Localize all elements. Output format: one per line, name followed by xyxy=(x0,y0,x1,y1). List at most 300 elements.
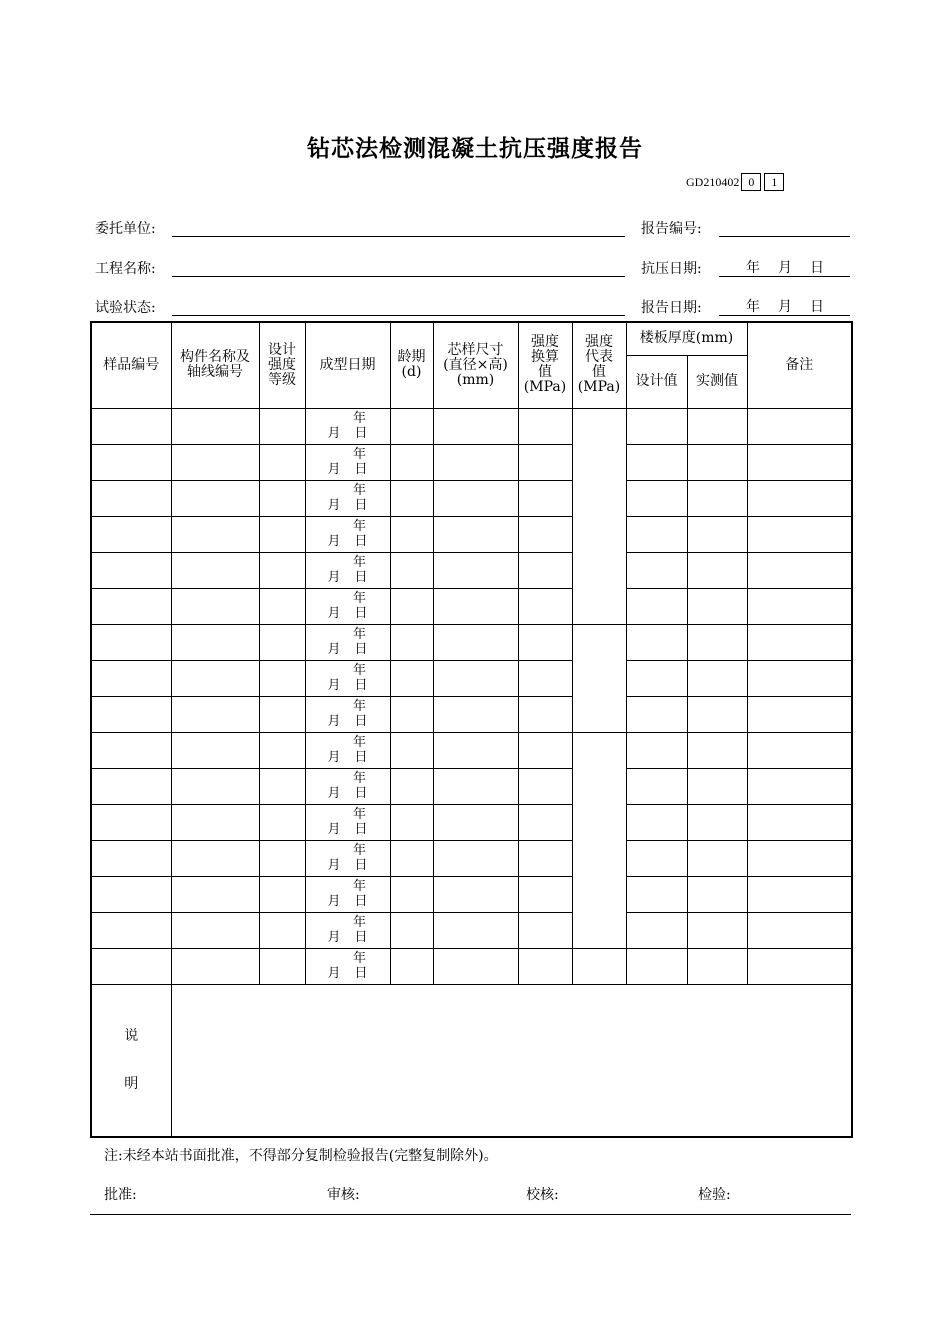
cast-date-month: 月 xyxy=(327,822,341,837)
cast-date-month-day xyxy=(306,858,390,873)
cell-conv-strength[interactable] xyxy=(518,624,572,660)
cell-age[interactable] xyxy=(390,660,433,696)
cast-date-year: 年 xyxy=(352,591,366,606)
cast-date-value xyxy=(306,807,390,837)
cell-remarks[interactable] xyxy=(747,552,852,588)
table-row xyxy=(91,588,852,624)
cast-date-month: 月 xyxy=(327,498,341,513)
cell-remarks[interactable] xyxy=(747,516,852,552)
remarks-content[interactable] xyxy=(171,984,852,1137)
client-label: 委托单位: xyxy=(95,221,156,237)
header-rep-strength-label: 强度代表值 xyxy=(585,334,613,381)
cast-date-value xyxy=(306,447,390,477)
cell-cast-date[interactable] xyxy=(305,624,390,660)
cell-core-size[interactable] xyxy=(433,732,518,768)
cast-date-month-day xyxy=(306,570,390,585)
cell-measured-thickness[interactable] xyxy=(687,840,747,876)
header-cast-date: 成型日期 xyxy=(305,322,390,408)
cell-conv-strength[interactable] xyxy=(518,516,572,552)
test-date-underline xyxy=(719,276,850,277)
header-core-size-label: 芯样尺寸(直径×高) xyxy=(443,341,508,373)
table-row xyxy=(91,552,852,588)
cell-core-size[interactable] xyxy=(433,516,518,552)
cell-design-grade[interactable] xyxy=(259,660,305,696)
cell-member[interactable] xyxy=(171,624,259,660)
cell-member[interactable] xyxy=(171,660,259,696)
header-age-unit: (d) xyxy=(401,364,422,381)
cast-date-month-day xyxy=(306,750,390,765)
remarks-label-1: 说 xyxy=(124,1028,139,1045)
cell-core-size[interactable] xyxy=(433,948,518,984)
report-title: 钻芯法检测混凝土抗压强度报告 xyxy=(307,136,643,162)
table-row xyxy=(91,408,852,444)
test-date-day: 日 xyxy=(810,260,824,276)
cast-date-value xyxy=(306,879,390,909)
cast-date-year: 年 xyxy=(352,411,366,426)
cell-age[interactable] xyxy=(390,948,433,984)
cast-date-day: 日 xyxy=(354,678,368,693)
cell-design-thickness[interactable] xyxy=(626,552,687,588)
test-date-label: 抗压日期: xyxy=(641,261,702,277)
cast-date-month-day xyxy=(306,966,390,981)
cell-cast-date[interactable] xyxy=(305,840,390,876)
header-core-size-unit: (mm) xyxy=(456,371,495,388)
report-date-value[interactable] xyxy=(746,296,824,316)
cast-date-month-day xyxy=(306,462,390,477)
cell-age[interactable] xyxy=(390,840,433,876)
cast-date-month-day xyxy=(306,930,390,945)
cast-date-year: 年 xyxy=(352,843,366,858)
cell-cast-date[interactable] xyxy=(305,696,390,732)
cast-date-value xyxy=(306,663,390,693)
client-field[interactable] xyxy=(172,236,625,237)
cast-date-month: 月 xyxy=(327,894,341,909)
cell-design-thickness[interactable] xyxy=(626,768,687,804)
cast-date-month-day xyxy=(306,498,390,513)
cell-design-grade[interactable] xyxy=(259,912,305,948)
test-state-label: 试验状态: xyxy=(95,300,156,316)
cell-measured-thickness[interactable] xyxy=(687,480,747,516)
cell-rep-strength[interactable] xyxy=(572,408,626,624)
cell-sample-no[interactable] xyxy=(91,516,171,552)
cell-conv-strength[interactable] xyxy=(518,660,572,696)
cell-conv-strength[interactable] xyxy=(518,948,572,984)
cell-conv-strength[interactable] xyxy=(518,588,572,624)
cell-measured-thickness[interactable] xyxy=(687,516,747,552)
cast-date-value xyxy=(306,519,390,549)
cast-date-day: 日 xyxy=(354,966,368,981)
cell-core-size[interactable] xyxy=(433,480,518,516)
cell-conv-strength[interactable] xyxy=(518,768,572,804)
cell-conv-strength[interactable] xyxy=(518,804,572,840)
cell-design-grade[interactable] xyxy=(259,840,305,876)
cast-date-month-day xyxy=(306,642,390,657)
cell-conv-strength[interactable] xyxy=(518,408,572,444)
cast-date-year: 年 xyxy=(352,951,366,966)
form-code-box-1[interactable]: 0 xyxy=(741,173,761,191)
cell-measured-thickness[interactable] xyxy=(687,732,747,768)
cast-date-day: 日 xyxy=(354,894,368,909)
cell-cast-date[interactable] xyxy=(305,408,390,444)
cast-date-value xyxy=(306,915,390,945)
header-conv-strength-label: 强度换算值 xyxy=(531,334,559,381)
cast-date-day: 日 xyxy=(354,750,368,765)
cell-cast-date[interactable] xyxy=(305,768,390,804)
cast-date-day: 日 xyxy=(354,822,368,837)
report-date-underline xyxy=(719,315,850,316)
header-age xyxy=(390,322,433,408)
copy-note: 注:未经本站书面批准，不得部分复制检验报告(完整复制除外)。 xyxy=(104,1148,498,1164)
table-row xyxy=(91,768,852,804)
header-slab-thickness: 楼板厚度(mm) xyxy=(626,322,747,355)
table-row xyxy=(91,804,852,840)
remarks-label-2: 明 xyxy=(124,1076,139,1093)
cast-date-month-day xyxy=(306,606,390,621)
cell-conv-strength[interactable] xyxy=(518,732,572,768)
cast-date-day: 日 xyxy=(354,534,368,549)
cell-remarks[interactable] xyxy=(747,876,852,912)
table-row xyxy=(91,912,852,948)
cell-measured-thickness[interactable] xyxy=(687,876,747,912)
report-no-label: 报告编号: xyxy=(641,221,702,237)
cell-age[interactable] xyxy=(390,732,433,768)
cast-date-month-day xyxy=(306,894,390,909)
cell-design-grade[interactable] xyxy=(259,516,305,552)
cell-member[interactable] xyxy=(171,588,259,624)
cast-date-day: 日 xyxy=(354,426,368,441)
cell-core-size[interactable] xyxy=(433,552,518,588)
cast-date-month: 月 xyxy=(327,426,341,441)
cell-remarks[interactable] xyxy=(747,660,852,696)
cast-date-month: 月 xyxy=(327,462,341,477)
cast-date-month: 月 xyxy=(327,642,341,657)
table-row xyxy=(91,732,852,768)
header-core-size xyxy=(433,322,518,408)
cell-core-size[interactable] xyxy=(433,876,518,912)
cast-date-month: 月 xyxy=(327,678,341,693)
cell-remarks[interactable] xyxy=(747,804,852,840)
cell-remarks[interactable] xyxy=(747,444,852,480)
cell-measured-thickness[interactable] xyxy=(687,444,747,480)
report-date-month: 月 xyxy=(778,299,792,315)
cell-age[interactable] xyxy=(390,804,433,840)
cell-sample-no[interactable] xyxy=(91,588,171,624)
cell-design-thickness[interactable] xyxy=(626,408,687,444)
cell-design-thickness[interactable] xyxy=(626,444,687,480)
cell-remarks[interactable] xyxy=(747,588,852,624)
cast-date-year: 年 xyxy=(352,735,366,750)
cell-sample-no[interactable] xyxy=(91,768,171,804)
cell-core-size[interactable] xyxy=(433,804,518,840)
cell-sample-no[interactable] xyxy=(91,912,171,948)
cell-cast-date[interactable] xyxy=(305,480,390,516)
cell-cast-date[interactable] xyxy=(305,804,390,840)
cell-rep-strength[interactable] xyxy=(572,732,626,948)
cell-design-grade[interactable] xyxy=(259,768,305,804)
cell-design-grade[interactable] xyxy=(259,480,305,516)
cast-date-value xyxy=(306,555,390,585)
cell-measured-thickness[interactable] xyxy=(687,804,747,840)
cell-cast-date[interactable] xyxy=(305,444,390,480)
cell-member[interactable] xyxy=(171,696,259,732)
cell-member[interactable] xyxy=(171,516,259,552)
cell-conv-strength[interactable] xyxy=(518,444,572,480)
table-row xyxy=(91,948,852,984)
header-measured-value: 实测值 xyxy=(687,355,747,408)
cell-cast-date[interactable] xyxy=(305,552,390,588)
cast-date-day: 日 xyxy=(354,714,368,729)
cell-remarks[interactable] xyxy=(747,480,852,516)
cell-measured-thickness[interactable] xyxy=(687,768,747,804)
cast-date-year: 年 xyxy=(352,807,366,822)
cast-date-year: 年 xyxy=(352,699,366,714)
cast-date-year: 年 xyxy=(352,663,366,678)
cast-date-day: 日 xyxy=(354,498,368,513)
test-date-month: 月 xyxy=(778,260,792,276)
cell-sample-no[interactable] xyxy=(91,660,171,696)
cell-conv-strength[interactable] xyxy=(518,876,572,912)
check-label: 校核: xyxy=(526,1187,559,1203)
cell-sample-no[interactable] xyxy=(91,624,171,660)
cell-measured-thickness[interactable] xyxy=(687,696,747,732)
cell-sample-no[interactable] xyxy=(91,948,171,984)
cell-design-thickness[interactable] xyxy=(626,732,687,768)
cell-conv-strength[interactable] xyxy=(518,912,572,948)
cell-remarks[interactable] xyxy=(747,768,852,804)
bottom-divider xyxy=(90,1214,851,1215)
cell-age[interactable] xyxy=(390,444,433,480)
cell-design-grade[interactable] xyxy=(259,444,305,480)
cell-sample-no[interactable] xyxy=(91,408,171,444)
cell-sample-no[interactable] xyxy=(91,552,171,588)
cell-rep-strength[interactable] xyxy=(572,624,626,732)
cast-date-value xyxy=(306,411,390,441)
cell-design-thickness[interactable] xyxy=(626,660,687,696)
cast-date-value xyxy=(306,735,390,765)
cell-design-grade[interactable] xyxy=(259,624,305,660)
cell-design-grade[interactable] xyxy=(259,552,305,588)
cell-sample-no[interactable] xyxy=(91,444,171,480)
cell-member[interactable] xyxy=(171,480,259,516)
cell-core-size[interactable] xyxy=(433,660,518,696)
cell-core-size[interactable] xyxy=(433,912,518,948)
cell-design-thickness[interactable] xyxy=(626,948,687,984)
cast-date-month: 月 xyxy=(327,858,341,873)
cell-member[interactable] xyxy=(171,840,259,876)
inspect-label: 检验: xyxy=(698,1187,731,1203)
cast-date-day: 日 xyxy=(354,786,368,801)
cell-measured-thickness[interactable] xyxy=(687,660,747,696)
cell-remarks[interactable] xyxy=(747,408,852,444)
cell-age[interactable] xyxy=(390,588,433,624)
cast-date-month-day xyxy=(306,714,390,729)
cell-cast-date[interactable] xyxy=(305,912,390,948)
header-design-value: 设计值 xyxy=(626,355,687,408)
cell-cast-date[interactable] xyxy=(305,732,390,768)
cell-measured-thickness[interactable] xyxy=(687,624,747,660)
cell-remarks[interactable] xyxy=(747,912,852,948)
report-date-day: 日 xyxy=(810,299,824,315)
cast-date-year: 年 xyxy=(352,915,366,930)
cell-core-size[interactable] xyxy=(433,624,518,660)
cell-remarks[interactable] xyxy=(747,948,852,984)
cell-design-thickness[interactable] xyxy=(626,516,687,552)
cell-sample-no[interactable] xyxy=(91,480,171,516)
cell-age[interactable] xyxy=(390,624,433,660)
cast-date-value xyxy=(306,483,390,513)
cast-date-month: 月 xyxy=(327,714,341,729)
form-code-box-2[interactable]: 1 xyxy=(764,173,784,191)
cell-member[interactable] xyxy=(171,732,259,768)
cell-conv-strength[interactable] xyxy=(518,552,572,588)
cell-rep-strength[interactable] xyxy=(572,948,626,984)
cast-date-day: 日 xyxy=(354,570,368,585)
cast-date-month: 月 xyxy=(327,966,341,981)
cell-member[interactable] xyxy=(171,444,259,480)
cell-member[interactable] xyxy=(171,912,259,948)
cell-core-size[interactable] xyxy=(433,444,518,480)
cell-conv-strength[interactable] xyxy=(518,840,572,876)
cell-member[interactable] xyxy=(171,408,259,444)
cell-cast-date[interactable] xyxy=(305,588,390,624)
cell-design-thickness[interactable] xyxy=(626,480,687,516)
cell-remarks[interactable] xyxy=(747,840,852,876)
cell-member[interactable] xyxy=(171,552,259,588)
remarks-label xyxy=(91,984,171,1137)
cell-age[interactable] xyxy=(390,552,433,588)
remarks-row xyxy=(91,984,852,1137)
cell-remarks[interactable] xyxy=(747,624,852,660)
table-row xyxy=(91,444,852,480)
project-field[interactable] xyxy=(172,276,625,277)
cell-member[interactable] xyxy=(171,876,259,912)
cast-date-year: 年 xyxy=(352,519,366,534)
cell-design-thickness[interactable] xyxy=(626,804,687,840)
cast-date-value xyxy=(306,627,390,657)
cell-design-grade[interactable] xyxy=(259,804,305,840)
cell-age[interactable] xyxy=(390,696,433,732)
cast-date-year: 年 xyxy=(352,771,366,786)
table-row xyxy=(91,840,852,876)
cell-design-thickness[interactable] xyxy=(626,876,687,912)
cast-date-month: 月 xyxy=(327,786,341,801)
cast-date-month: 月 xyxy=(327,606,341,621)
cell-age[interactable] xyxy=(390,480,433,516)
cast-date-value xyxy=(306,699,390,729)
cell-cast-date[interactable] xyxy=(305,948,390,984)
cell-measured-thickness[interactable] xyxy=(687,552,747,588)
cell-sample-no[interactable] xyxy=(91,876,171,912)
cell-design-grade[interactable] xyxy=(259,696,305,732)
cell-measured-thickness[interactable] xyxy=(687,588,747,624)
table-row xyxy=(91,660,852,696)
report-date-year: 年 xyxy=(746,299,760,315)
header-design-grade: 设计强度等级 xyxy=(259,322,305,408)
cell-core-size[interactable] xyxy=(433,840,518,876)
cast-date-month-day xyxy=(306,534,390,549)
test-state-field[interactable] xyxy=(172,315,625,316)
cell-age[interactable] xyxy=(390,516,433,552)
cell-design-grade[interactable] xyxy=(259,408,305,444)
table-row xyxy=(91,480,852,516)
cell-design-thickness[interactable] xyxy=(626,588,687,624)
cast-date-month-day xyxy=(306,786,390,801)
cell-age[interactable] xyxy=(390,768,433,804)
approve-label: 批准: xyxy=(104,1187,137,1203)
header-member: 构件名称及轴线编号 xyxy=(171,322,259,408)
cast-date-day: 日 xyxy=(354,462,368,477)
header-rep-strength-unit: (MPa) xyxy=(577,379,621,396)
report-no-field[interactable] xyxy=(719,236,850,237)
project-label: 工程名称: xyxy=(95,261,156,277)
cell-conv-strength[interactable] xyxy=(518,480,572,516)
cell-design-thickness[interactable] xyxy=(626,840,687,876)
cell-age[interactable] xyxy=(390,408,433,444)
cell-measured-thickness[interactable] xyxy=(687,912,747,948)
header-row-1 xyxy=(91,322,852,355)
cell-member[interactable] xyxy=(171,948,259,984)
cell-design-grade[interactable] xyxy=(259,588,305,624)
cast-date-month-day xyxy=(306,678,390,693)
cell-sample-no[interactable] xyxy=(91,804,171,840)
cell-cast-date[interactable] xyxy=(305,660,390,696)
cell-remarks[interactable] xyxy=(747,732,852,768)
cell-cast-date[interactable] xyxy=(305,876,390,912)
cell-design-grade[interactable] xyxy=(259,948,305,984)
test-date-value[interactable] xyxy=(746,257,824,277)
cell-design-grade[interactable] xyxy=(259,876,305,912)
cell-conv-strength[interactable] xyxy=(518,696,572,732)
review-label: 审核: xyxy=(327,1187,360,1203)
header-rep-strength xyxy=(572,322,626,408)
cell-cast-date[interactable] xyxy=(305,516,390,552)
cell-sample-no[interactable] xyxy=(91,732,171,768)
form-code xyxy=(686,173,784,191)
cast-date-day: 日 xyxy=(354,606,368,621)
table-row xyxy=(91,876,852,912)
cell-age[interactable] xyxy=(390,876,433,912)
test-date-year: 年 xyxy=(746,260,760,276)
table-row xyxy=(91,696,852,732)
header-conv-strength-unit: (MPa) xyxy=(523,379,567,396)
cell-measured-thickness[interactable] xyxy=(687,948,747,984)
cell-design-thickness[interactable] xyxy=(626,696,687,732)
cell-core-size[interactable] xyxy=(433,696,518,732)
cell-design-thickness[interactable] xyxy=(626,912,687,948)
cell-remarks[interactable] xyxy=(747,696,852,732)
cell-design-grade[interactable] xyxy=(259,732,305,768)
cast-date-month: 月 xyxy=(327,930,341,945)
cell-core-size[interactable] xyxy=(433,408,518,444)
cell-age[interactable] xyxy=(390,912,433,948)
header-conv-strength xyxy=(518,322,572,408)
cast-date-year: 年 xyxy=(352,447,366,462)
cell-sample-no[interactable] xyxy=(91,840,171,876)
cell-core-size[interactable] xyxy=(433,768,518,804)
form-code-prefix: GD210402 xyxy=(686,174,740,189)
header-sample-no: 样品编号 xyxy=(91,322,171,408)
report-date-label: 报告日期: xyxy=(641,300,702,316)
cell-member[interactable] xyxy=(171,804,259,840)
cell-sample-no[interactable] xyxy=(91,696,171,732)
cell-measured-thickness[interactable] xyxy=(687,408,747,444)
cast-date-month-day xyxy=(306,426,390,441)
cell-design-thickness[interactable] xyxy=(626,624,687,660)
cast-date-month-day xyxy=(306,822,390,837)
cast-date-value xyxy=(306,771,390,801)
cell-core-size[interactable] xyxy=(433,588,518,624)
cell-member[interactable] xyxy=(171,768,259,804)
